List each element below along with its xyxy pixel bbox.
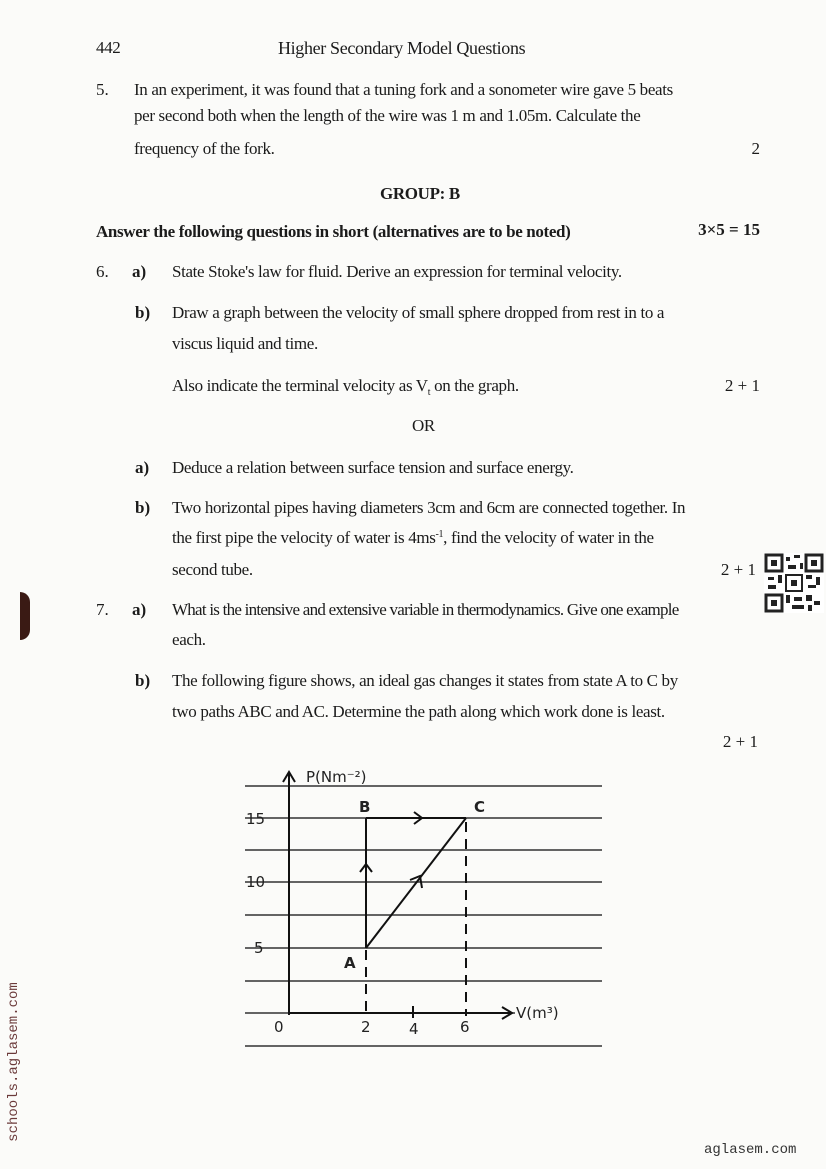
q6-a-label: a) xyxy=(132,262,147,281)
group-instruction: Answer the following questions in short (alternatives are to be noted) xyxy=(96,222,571,241)
q5-line-3: frequency of the fork. xyxy=(134,139,275,158)
y-tick-10: 10 xyxy=(246,873,266,891)
y-axis-label: P(Nm⁻²) xyxy=(306,768,367,786)
y-tick-5: 5 xyxy=(254,939,264,957)
question-number-5: 5. xyxy=(96,80,109,99)
bottom-watermark: aglasem.com xyxy=(704,1142,797,1158)
point-c-label: C xyxy=(474,798,486,816)
q7-b-line-2: two paths ABC and AC. Determine the path along which work done is least. xyxy=(172,702,665,721)
x-tick-4: 4 xyxy=(409,1020,419,1038)
q6-marks: 2 + 1 xyxy=(724,376,760,395)
page-number: 442 xyxy=(96,38,121,57)
q6-b-line-1: Draw a graph between the velocity of small sphere dropped from rest in to a xyxy=(172,303,665,322)
group-marks: 3×5 = 15 xyxy=(698,220,760,239)
question-number-6: 6. xyxy=(96,262,109,281)
binding-mark xyxy=(20,592,30,640)
q5-line-2: per second both when the length of the wire was 1 m and 1.05m. Calculate the xyxy=(134,106,641,125)
side-watermark: schools.aglasem.com xyxy=(5,982,22,1142)
q7-b-line-1: The following figure shows, an ideal gas changes it states from state A to C by xyxy=(172,671,678,690)
q5-marks: 2 xyxy=(751,139,760,158)
q6-alt-a-text: Deduce a relation between surface tension and surface energy. xyxy=(172,458,574,477)
group-title: GROUP: B xyxy=(380,184,460,203)
point-b-label: B xyxy=(359,798,371,816)
q6-b-line-2: viscus liquid and time. xyxy=(172,334,318,353)
q6-alt-a-label: a) xyxy=(135,458,150,477)
q5-line-1: In an experiment, it was found that a tuning fork and a sonometer wire gave 5 beats xyxy=(134,80,673,99)
x-axis-label: V(m³) xyxy=(516,1004,559,1022)
q7-a-line-2: each. xyxy=(172,630,206,649)
running-title: Higher Secondary Model Questions xyxy=(278,38,526,58)
q6-alt-b-line-1: Two horizontal pipes having diameters 3cm and 6cm are connected together. In xyxy=(172,498,686,517)
q6-a-text: State Stoke's law for fluid. Derive an expression for terminal velocity. xyxy=(172,262,622,281)
question-number-7: 7. xyxy=(96,600,109,619)
q6-alt-b-label: b) xyxy=(135,498,151,517)
x-tick-0: 0 xyxy=(274,1018,284,1036)
q6-b-label: b) xyxy=(135,303,151,322)
q7-a-line-1: What is the intensive and extensive variable in thermodynamics. Give one example xyxy=(172,600,679,619)
q7-marks: 2 + 1 xyxy=(722,732,758,751)
q7-a-label: a) xyxy=(132,600,147,619)
q7-b-label: b) xyxy=(135,671,151,690)
q6-alt-b-line-2: the first pipe the velocity of water is $4ms^{-1}$, find the velocity of water in the xyxy=(172,528,654,547)
q6-alt-marks: 2 + 1 xyxy=(720,560,756,579)
or-separator: OR xyxy=(412,416,435,435)
qr-code-icon xyxy=(764,553,824,613)
q6-b-extra: Also indicate the terminal velocity as $V_t$ on the graph. xyxy=(172,376,519,398)
q6-alt-b-line-3: second tube. xyxy=(172,560,253,579)
y-tick-15: 15 xyxy=(246,810,266,828)
pv-graph xyxy=(230,760,630,1060)
point-a-label: A xyxy=(344,954,356,972)
x-tick-2: 2 xyxy=(361,1018,371,1036)
x-tick-6: 6 xyxy=(460,1018,470,1036)
